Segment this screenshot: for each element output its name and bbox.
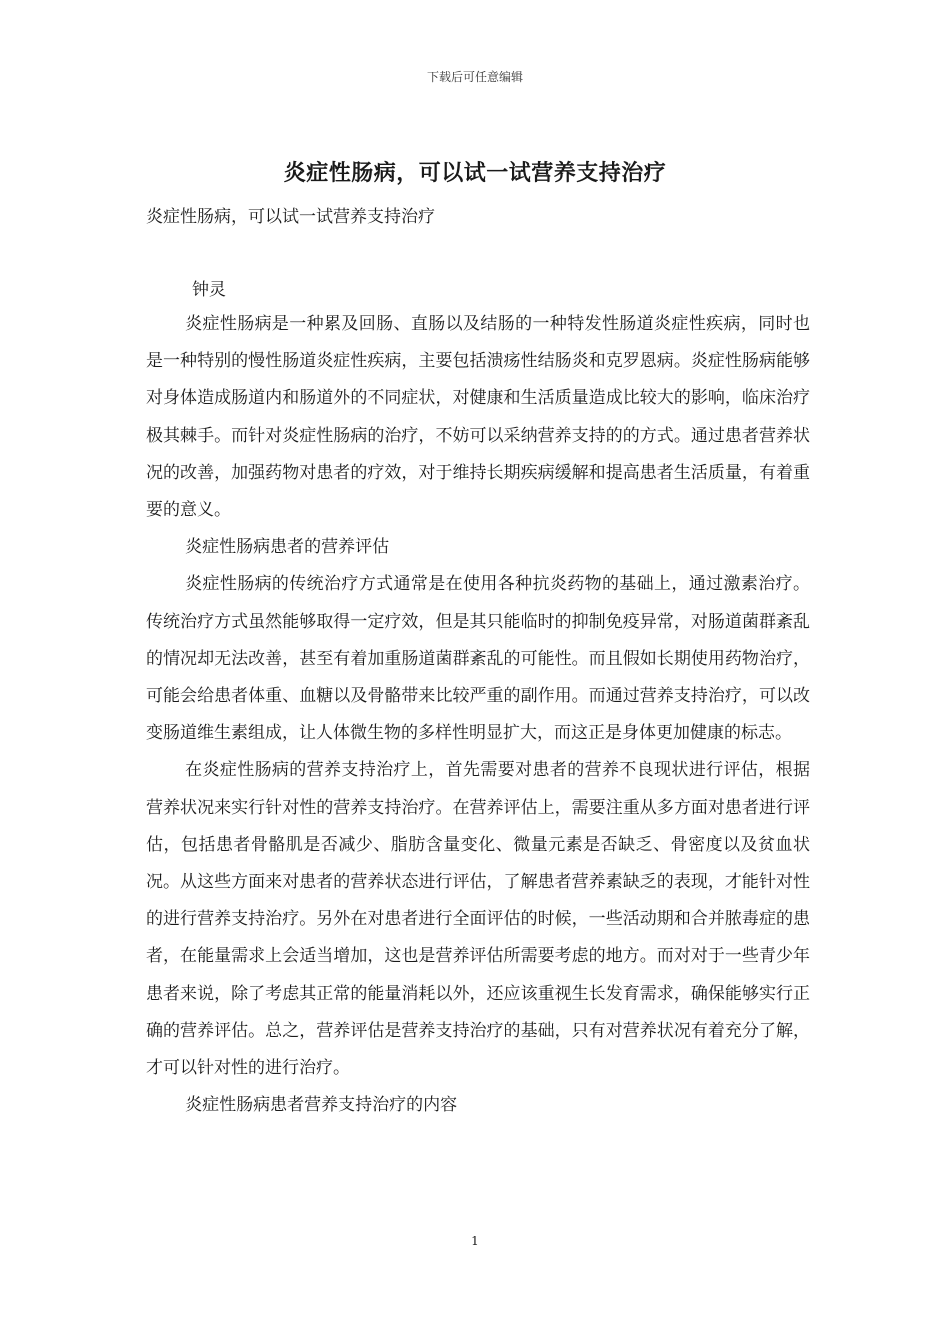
author-name: 钟灵 — [192, 280, 226, 300]
paragraph-assessment-details: 在炎症性肠病的营养支持治疗上，首先需要对患者的营养不良现状进行评估，根据营养状况来实行针对性的营养支持治疗。在营养评估上，需要注重从多方面对患者进行评估，包括患者骨骼肌是否减少、脂肪含量变化、微量元素是否缺乏、骨密度以及贫血状况。从这些方面来对患者的营养状态进行评估，了解患者营养素缺乏的表现，才能针对性的进行营养支持治疗。另外在对患者进行全面评估的时候，一些活动期和合并脓毒症的患者，在能量需求上会适当增加，这也是营养评估所需要考虑的地方。而对对于一些青少年患者来说，除了考虑其正常的能量消耗以外，还应该重视生长发育需求，确保能够实行正确的营养评估。总之，营养评估是营养支持治疗的基础，只有对营养状况有着充分了解，才可以针对性的进行治疗。 — [146, 760, 810, 1079]
header-note: 下载后可任意编辑 — [426, 70, 523, 84]
section-heading-support-content: 炎症性肠病患者营养支持治疗的内容 — [185, 1095, 458, 1116]
document-body — [146, 306, 810, 1124]
paragraph-traditional-treatment: 炎症性肠病的传统治疗方式通常是在使用各种抗炎药物的基础上，通过激素治疗。传统治疗方式虽然能够取得一定疗效，但是其只能临时的抑制免疫异常，对肠道菌群紊乱的情况却无法改善，甚至有着加重肠道菌群紊乱的可能性。而且假如长期使用药物治疗，可能会给患者体重、血糖以及骨骼带来比较严重的副作用。而通过营养支持治疗，可以改变肠道维生素组成，让人体微生物的多样性明显扩大，而这正是身体更加健康的标志。 — [146, 574, 810, 744]
page-number: 1 — [471, 1234, 479, 1248]
paragraph-intro: 炎症性肠病是一种累及回肠、直肠以及结肠的一种特发性肠道炎症性疾病，同时也是一种特别的慢性肠道炎症性疾病，主要包括溃疡性结肠炎和克罗恩病。炎症性肠病能够对身体造成肠道内和肠道外的不同症状，对健康和生活质量造成比较大的影响，临床治疗极其棘手。而针对炎症性肠病的治疗，不妨可以采纳营养支持的的方式。通过患者营养状况的改善，加强药物对患者的疗效，对于维持长期疾病缓解和提高患者生活质量，有着重要的意义。 — [146, 314, 810, 521]
document-title: 炎症性肠病，可以试一试营养支持治疗 — [283, 160, 667, 186]
section-heading-nutrition-assessment: 炎症性肠病患者的营养评估 — [185, 537, 390, 558]
document-subtitle: 炎症性肠病，可以试一试营养支持治疗 — [146, 207, 435, 227]
